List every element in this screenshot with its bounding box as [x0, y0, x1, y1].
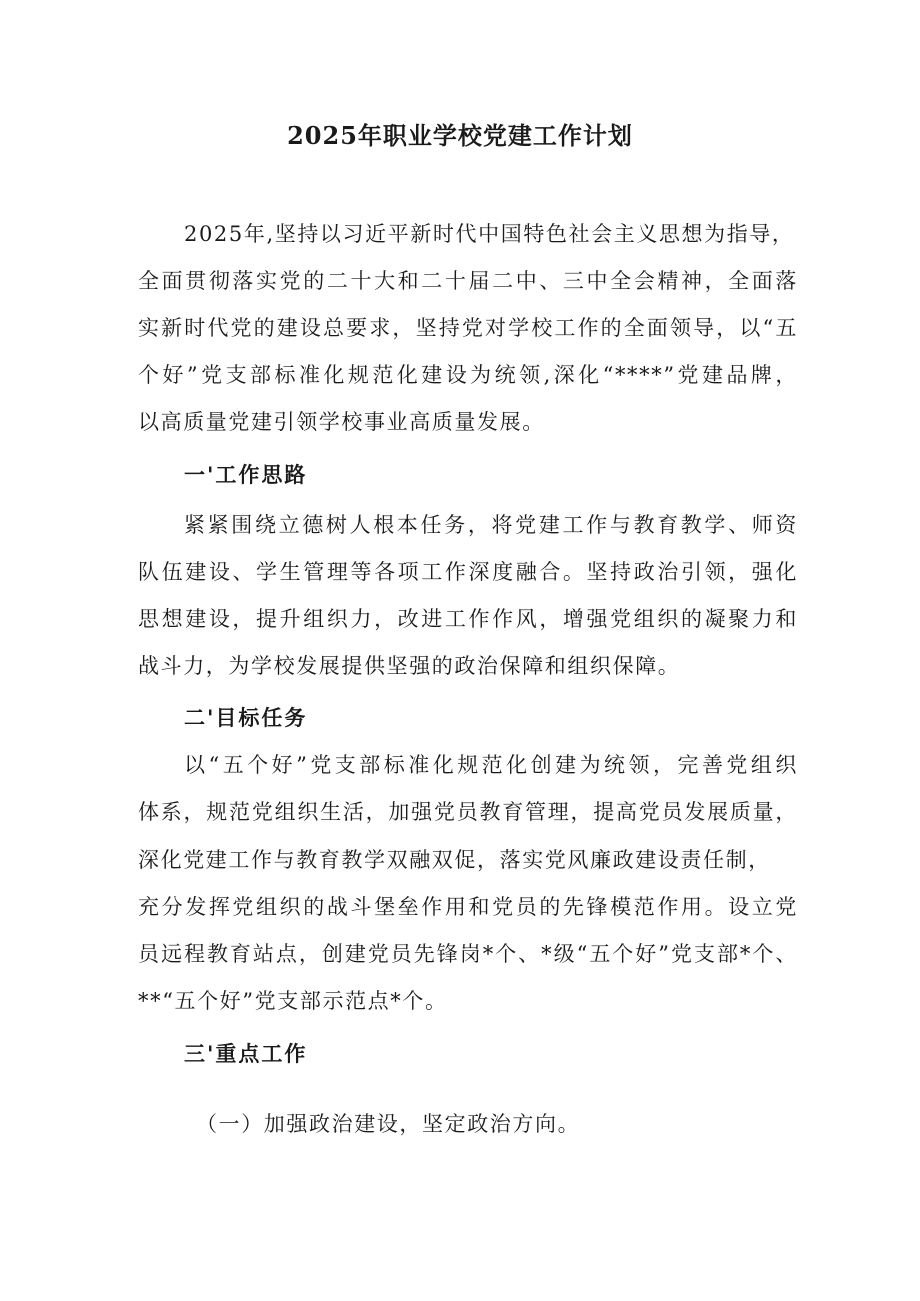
document-title: 2025年职业学校党建工作计划: [287, 121, 633, 150]
paragraph-line: 思想建设，提升组织力，改进工作作风，增强党组织的凝聚力和: [138, 607, 798, 631]
paragraph-line: 以高质量党建引领学校事业高质量发展。: [138, 410, 545, 434]
subsection-heading: （一）加强政治建设，坚定政治方向。: [196, 1112, 581, 1136]
paragraph-line: 2025年,坚持以习近平新时代中国特色社会主义思想为指导，: [184, 222, 795, 246]
section-heading: 一'工作思路: [184, 462, 308, 487]
section-heading: 三'重点工作: [184, 1041, 308, 1066]
paragraph-line: 以“五个好”党支部标准化规范化创建为统领，完善党组织: [184, 753, 798, 777]
paragraph-line: 队伍建设、学生管理等各项工作深度融合。坚持政治引领，强化: [138, 560, 798, 584]
paragraph-line: 体系，规范党组织生活，加强党员教育管理，提高党员发展质量，: [138, 800, 798, 824]
paragraph-line: 全面贯彻落实党的二十大和二十届二中、三中全会精神，全面落: [138, 269, 798, 293]
section-heading: 二'目标任务: [184, 705, 308, 730]
paragraph-line: 实新时代党的建设总要求，坚持党对学校工作的全面领导，以“五: [138, 316, 798, 340]
paragraph-line: 充分发挥党组织的战斗堡垒作用和党员的先锋模范作用。设立党: [138, 895, 798, 919]
paragraph-line: **“五个好”党支部示范点*个。: [138, 989, 448, 1013]
paragraph-line: 紧紧围绕立德树人根本任务，将党建工作与教育教学、师资: [184, 513, 798, 537]
paragraph-line: 个好”党支部标准化规范化建设为统领,深化“****”党建品牌，: [138, 363, 798, 387]
paragraph-line: 深化党建工作与教育教学双融双促，落实党风廉政建设责任制，: [138, 848, 771, 872]
paragraph-line: 战斗力，为学校发展提供坚强的政治保障和组织保障。: [138, 654, 681, 678]
paragraph-line: 员远程教育站点，创建党员先锋岗*个、*级“五个好”党支部*个、: [138, 942, 798, 966]
